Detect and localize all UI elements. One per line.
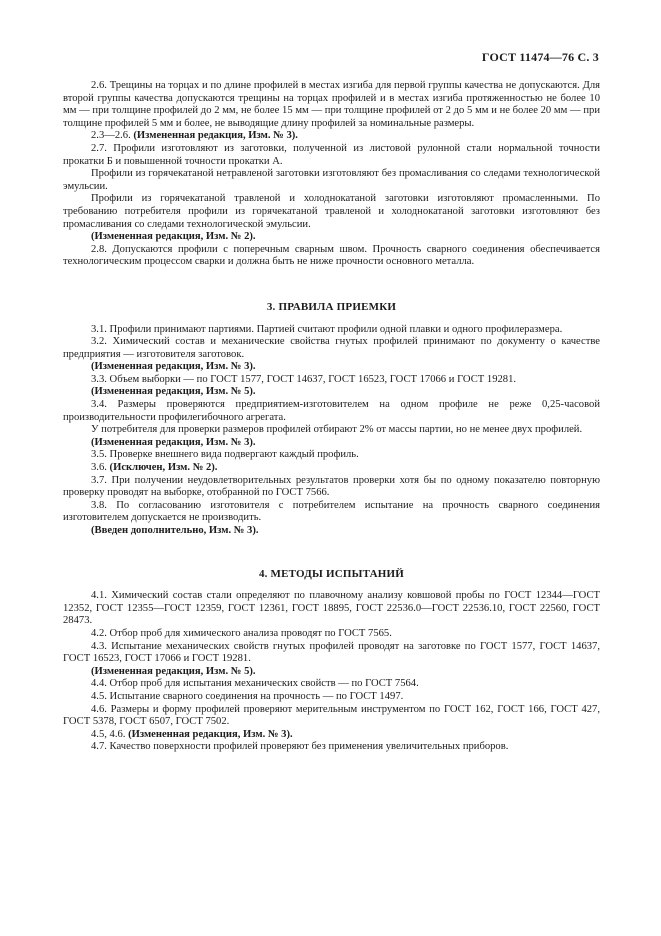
paragraph-2-6: 2.6. Трещины на торцах и по длине профилей в местах изгиба для первой группы качества не допускаются. Для второй группы качества допускаются трещины на торцах профилей и в местах изгиба протяженностью не более 10 мм — при толщине профилей до 2 мм, не более 15 мм — при толщине профилей от 2 до 5 мм и не более 20 мм — при толщине профилей 5 мм и более, не выводящие длину профилей за номинальные размеры. xyxy=(63,80,600,129)
clause-ref: 2.3—2.6. xyxy=(91,130,134,142)
amendment-note: (Измененная редакция, Изм. № 3). xyxy=(91,361,256,373)
clause-ref: 4.5, 4.6. xyxy=(91,728,129,740)
amendment-note: (Измененная редакция, Изм. № 5). xyxy=(91,386,256,398)
paragraph-4-6: 4.6. Размеры и форму профилей проверяют мерительным инструментом по ГОСТ 162, ГОСТ 166, ГОСТ 427, ГОСТ 5378, ГОСТ 6507, ГОСТ 7502. xyxy=(63,703,600,728)
amendment-note: (Исключен, Изм. № 2). xyxy=(109,462,218,474)
section-3-title: 3. ПРАВИЛА ПРИЕМКИ xyxy=(266,300,397,313)
paragraph-4-4: 4.4. Отбор проб для испытания механических свойств — по ГОСТ 7564. xyxy=(91,678,419,690)
paragraph-3-7: 3.7. При получении неудовлетворительных результатов проверки хотя бы по одному показателю повторную проверку проводят на выборке, отобранной по ГОСТ 7566. xyxy=(63,474,600,499)
paragraph-2-7: 2.7. Профили изготовляют из заготовки, полученной из листовой рулонной стали нормальной точности прокатки Б и повышенной точности прокатки А. xyxy=(63,142,600,167)
paragraph-2-7-cold-rolled: Профили из горячекатаной травленой и холоднокатаной заготовки изготовляют промасленными. По требованию потребителя профили из горячекатаной травленой и холоднокатаной заготовки изготовляют без промасливания со следами технологической эмульсии. xyxy=(63,193,600,230)
paragraph-3-1: 3.1. Профили принимают партиями. Партией считают профили одной плавки и одного профилеразмера. xyxy=(91,323,563,335)
amendment-note: (Измененная редакция, Изм. № 5). xyxy=(91,665,256,677)
paragraph-3-6 xyxy=(63,462,600,475)
paragraph-3-3: 3.3. Объем выборки — по ГОСТ 1577, ГОСТ 14637, ГОСТ 16523, ГОСТ 17066 и ГОСТ 19281. xyxy=(91,373,517,385)
page-header: ГОСТ 11474—76 С. 3 xyxy=(481,50,599,64)
amendment-note: (Измененная редакция, Изм. № 3). xyxy=(133,130,298,142)
paragraph-2-7-hot-rolled: Профили из горячекатаной нетравленой заготовки изготовляют без промасливания со следами технологической эмульсии. xyxy=(63,168,600,192)
section-4-title: 4. МЕТОДЫ ИСПЫТАНИЙ xyxy=(258,567,405,580)
paragraph-2-3-2-6-note xyxy=(63,130,600,143)
paragraph-3-5: 3.5. Проверке внешнего вида подвергают каждый профиль. xyxy=(91,449,359,461)
paragraph-3-8: 3.8. По согласованию изготовителя с потребителем испытание на прочность сварного соединения изготовителем допускается не производить. xyxy=(63,499,600,524)
document-body xyxy=(63,80,600,754)
paragraph-4-1: 4.1. Химический состав стали определяют по плавочному анализу ковшовой пробы по ГОСТ 12344—ГОСТ 12352, ГОСТ 12355—ГОСТ 12359, ГОСТ 12361, ГОСТ 18895, ГОСТ 22536.0—ГОСТ 22536.10, ГОСТ 22560, ГОСТ 28473. xyxy=(63,590,600,627)
paragraph-3-4: 3.4. Размеры проверяются предприятием-изготовителем на одном профиле не реже 0,25-часовой производительности профилегибочного агрегата. xyxy=(63,399,600,423)
paragraph-2-8: 2.8. Допускаются профили с поперечным сварным швом. Прочность сварного соединения обеспечивается технологическим процессом сварки и должна быть не ниже прочности основного металла. xyxy=(63,243,600,268)
amendment-note: (Измененная редакция, Изм. № 3). xyxy=(91,436,256,448)
amendment-note: (Измененная редакция, Изм. № 3). xyxy=(128,728,293,740)
amendment-note: (Введен дополнительно, Изм. № 3). xyxy=(91,525,259,536)
amendment-note: (Измененная редакция, Изм. № 2). xyxy=(91,231,256,243)
paragraph-4-3: 4.3. Испытание механических свойств гнутых профилей проводят на заготовке по ГОСТ 1577, ГОСТ 14637, ГОСТ 16523, ГОСТ 17066 и ГОСТ 19281. xyxy=(63,640,600,665)
paragraph-4-2: 4.2. Отбор проб для химического анализа проводят по ГОСТ 7565. xyxy=(91,627,392,639)
paragraph-4-7: 4.7. Качество поверхности профилей проверяют без применения увеличительных приборов. xyxy=(91,741,509,753)
paragraph-3-2: 3.2. Химический состав и механические свойства гнутых профилей принимают по документу о качестве предприятия — изготовителя заготовок. xyxy=(63,336,600,360)
clause-ref: 3.6. xyxy=(91,462,110,474)
paragraph-4-5: 4.5. Испытание сварного соединения на прочность — по ГОСТ 1497. xyxy=(91,690,404,702)
paragraph-3-4-consumer: У потребителя для проверки размеров профилей отбирают 2% от массы партии, но не менее двух профилей. xyxy=(91,424,583,436)
paragraph-4-5-4-6-note xyxy=(63,729,600,742)
